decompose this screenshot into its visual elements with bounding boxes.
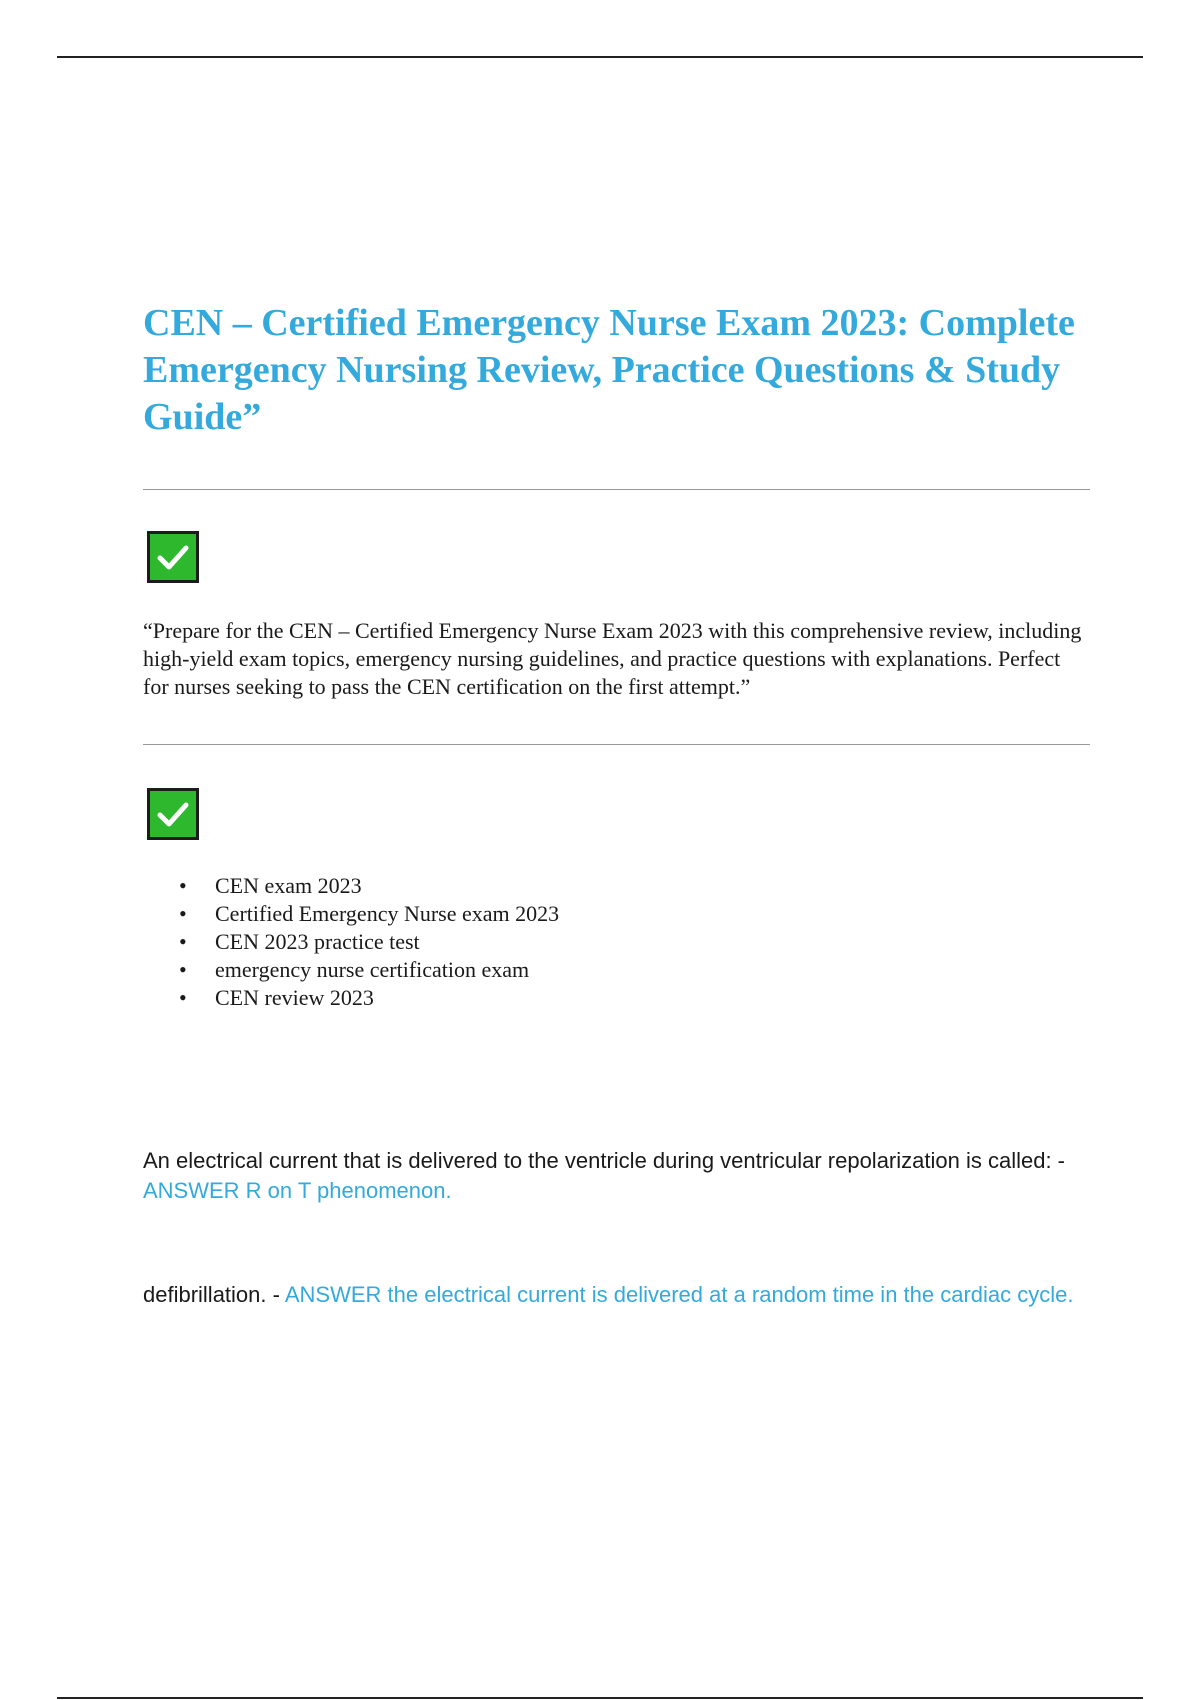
qa-item (143, 1280, 1090, 1310)
document-body (143, 300, 1090, 1310)
section-divider (143, 744, 1090, 745)
section-divider (143, 489, 1090, 490)
check-mark-icon (147, 788, 199, 840)
keyword-item: • emergency nurse certification exam (215, 956, 1090, 984)
check-mark-icon (147, 531, 199, 583)
document-description: “Prepare for the CEN – Certified Emergency Nurse Exam 2023 with this comprehensive review, including high-yield exam topics, emergency nursing guidelines, and practice questions with explanations. Perfect for nurses seeking to pass the CEN certification on the first attempt.” (143, 618, 1082, 699)
qa-answer: ANSWER the electrical current is delivered at a random time in the cardiac cycle. (284, 1282, 1074, 1307)
page-top-rule (57, 56, 1143, 58)
document-title: CEN – Certified Emergency Nurse Exam 2023: Complete Emergency Nursing Review, Practice Questions & Study Guide” (143, 302, 1075, 438)
qa-answer: ANSWER R on T phenomenon. (143, 1178, 452, 1203)
qa-question: defibrillation. - (143, 1282, 285, 1307)
keyword-list (143, 872, 1090, 1012)
keyword-item: • CEN exam 2023 (215, 872, 1090, 900)
page-bottom-rule (57, 1697, 1143, 1699)
keyword-item: • CEN review 2023 (215, 984, 1090, 1012)
keyword-item: • CEN 2023 practice test (215, 928, 1090, 956)
qa-item (143, 1146, 1090, 1206)
qa-question: An electrical current that is delivered to the ventricle during ventricular repolarization is called: - (143, 1148, 1065, 1173)
keyword-item: • Certified Emergency Nurse exam 2023 (215, 900, 1090, 928)
